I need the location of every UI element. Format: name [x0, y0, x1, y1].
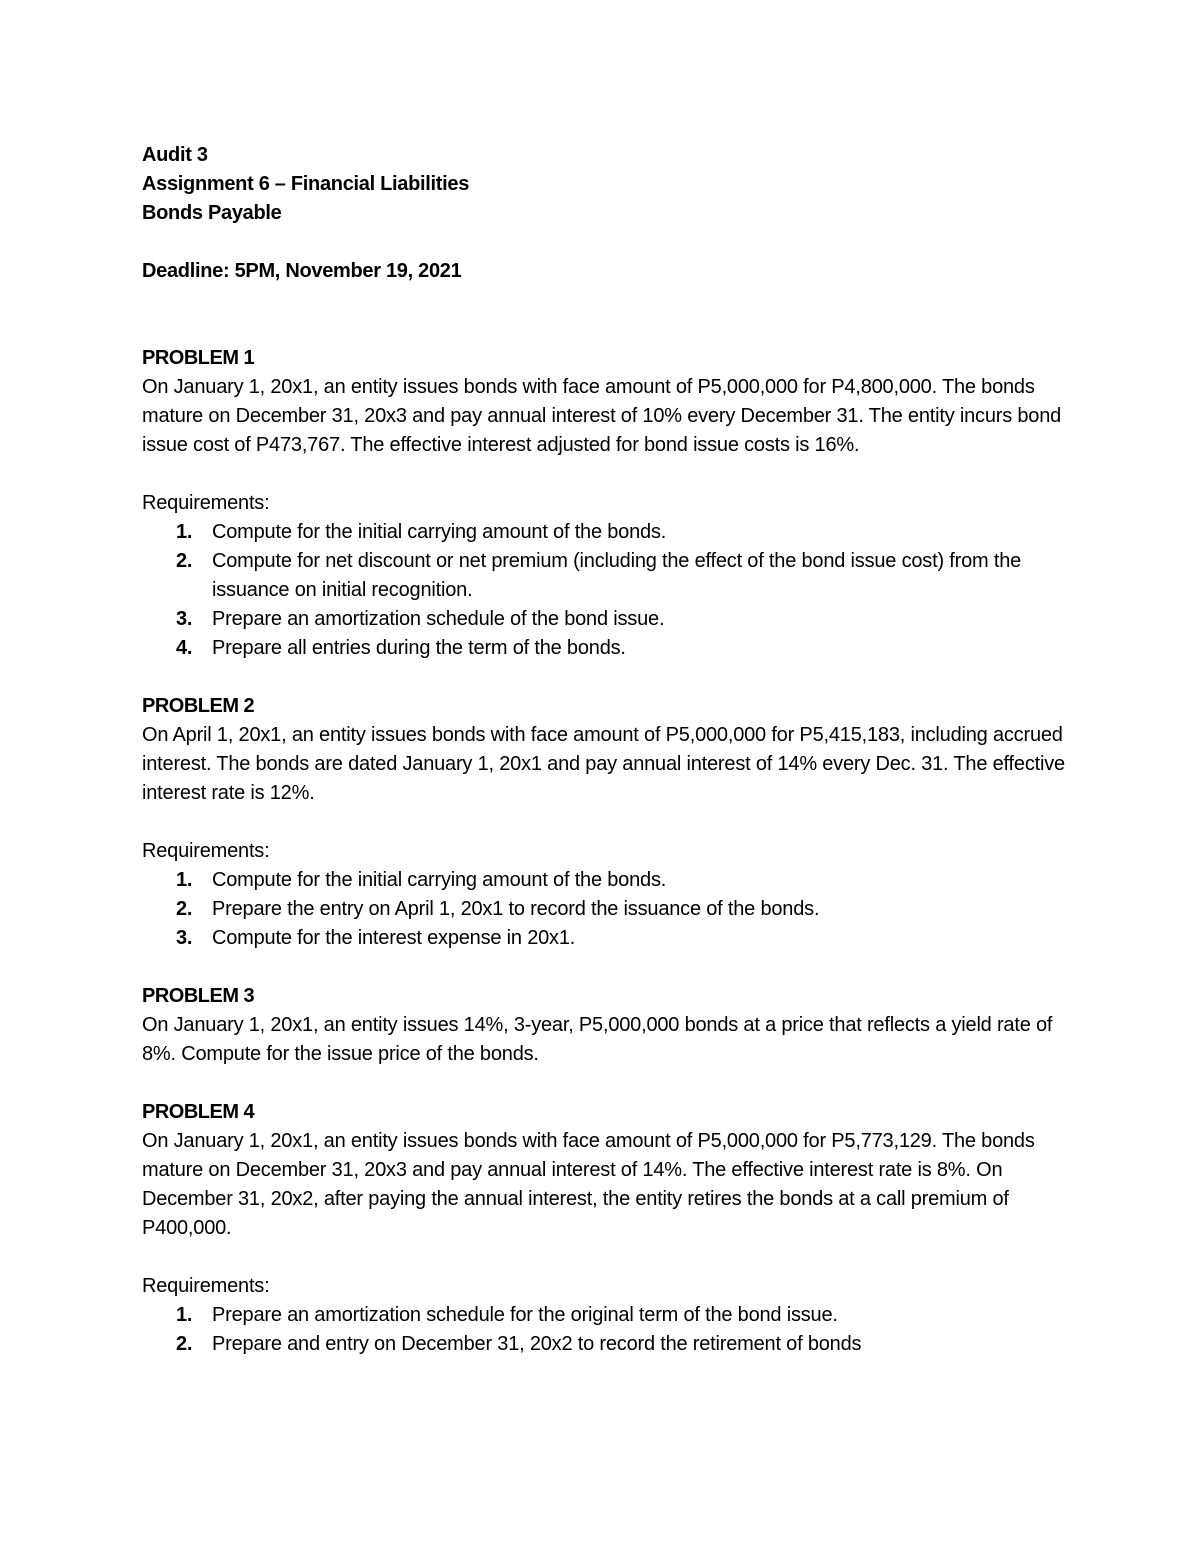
requirement-text: Prepare an amortization schedule for the original term of the bond issue.: [212, 1304, 838, 1326]
requirement-item: [142, 1301, 1082, 1330]
requirement-text: Compute for the interest expense in 20x1.: [212, 927, 576, 949]
problem-text: On January 1, 20x1, an entity issues bonds with face amount of P5,000,000 for P4,800,000. The bonds mature on December 31, 20x3 and pay annual interest of 10% every December 31. The entity incurs bond issue cost of P473,767. The effective interest adjusted for bond issue costs is 16%.: [142, 376, 1062, 456]
requirement-number: 2.: [176, 550, 193, 572]
problem-text: On April 1, 20x1, an entity issues bonds with face amount of P5,000,000 for P5,415,183, including accrued interest. The bonds are dated January 1, 20x1 and pay annual interest of 14% every Dec. 31. The effective interest rate is 12%.: [142, 724, 1065, 804]
requirement-number: 2.: [176, 1333, 193, 1355]
requirement-text: Prepare all entries during the term of the bonds.: [212, 637, 626, 659]
requirement-number: 1.: [176, 521, 193, 543]
requirement-item: [142, 605, 1082, 634]
requirement-number: 4.: [176, 637, 193, 659]
problem-3: [142, 982, 1082, 1069]
requirement-item: [142, 866, 1082, 895]
requirement-text: Prepare an amortization schedule of the bond issue.: [212, 608, 665, 630]
problem-title: PROBLEM 4: [142, 1101, 255, 1123]
spacer: [142, 1069, 1082, 1098]
assignment-title: Assignment 6 – Financial Liabilities: [142, 173, 470, 195]
requirement-text: Compute for the initial carrying amount of the bonds.: [212, 869, 667, 891]
problem-title: PROBLEM 1: [142, 347, 255, 369]
problem-text: On January 1, 20x1, an entity issues 14%, 3-year, P5,000,000 bonds at a price that reflects a yield rate of 8%. Compute for the issue price of the bonds.: [142, 1014, 1053, 1065]
spacer: [142, 953, 1082, 982]
problem-1: [142, 344, 1082, 663]
problem-text: On January 1, 20x1, an entity issues bonds with face amount of P5,000,000 for P5,773,129. The bonds mature on December 31, 20x3 and pay annual interest of 14%. The effective interest rate is 8%. On December 31, 20x2, after paying the annual interest, the entity retires the bonds at a call premium of P400,000.: [142, 1130, 1035, 1239]
requirement-item: [142, 924, 1082, 953]
requirement-number: 3.: [176, 608, 193, 630]
requirements-label: Requirements:: [142, 840, 270, 862]
requirement-number: 3.: [176, 927, 193, 949]
problem-2: [142, 692, 1082, 953]
requirement-item: [142, 518, 1082, 547]
requirement-text: Prepare and entry on December 31, 20x2 to record the retirement of bonds: [212, 1333, 862, 1355]
document-page: [142, 141, 1082, 1359]
requirement-text: Compute for net discount or net premium (including the effect of the bond issue cost) from the issuance on initial recognition.: [212, 550, 1022, 601]
spacer: [142, 663, 1082, 692]
problem-title: PROBLEM 2: [142, 695, 255, 717]
spacer: [142, 286, 1082, 344]
requirements-list: [142, 518, 1082, 663]
requirement-text: Prepare the entry on April 1, 20x1 to record the issuance of the bonds.: [212, 898, 820, 920]
requirement-item: [142, 547, 1082, 605]
requirement-number: 2.: [176, 898, 193, 920]
course-title: Audit 3: [142, 144, 208, 166]
spacer: [142, 228, 1082, 257]
requirement-item: [142, 634, 1082, 663]
problem-title: PROBLEM 3: [142, 985, 255, 1007]
requirement-text: Compute for the initial carrying amount of the bonds.: [212, 521, 667, 543]
requirements-label: Requirements:: [142, 1275, 270, 1297]
topic-title: Bonds Payable: [142, 202, 282, 224]
requirement-item: [142, 1330, 1082, 1359]
requirements-list: [142, 1301, 1082, 1359]
requirements-label: Requirements:: [142, 492, 270, 514]
problem-4: [142, 1098, 1082, 1359]
requirement-number: 1.: [176, 869, 193, 891]
requirements-list: [142, 866, 1082, 953]
deadline: Deadline: 5PM, November 19, 2021: [142, 260, 462, 282]
requirement-item: [142, 895, 1082, 924]
requirement-number: 1.: [176, 1304, 193, 1326]
